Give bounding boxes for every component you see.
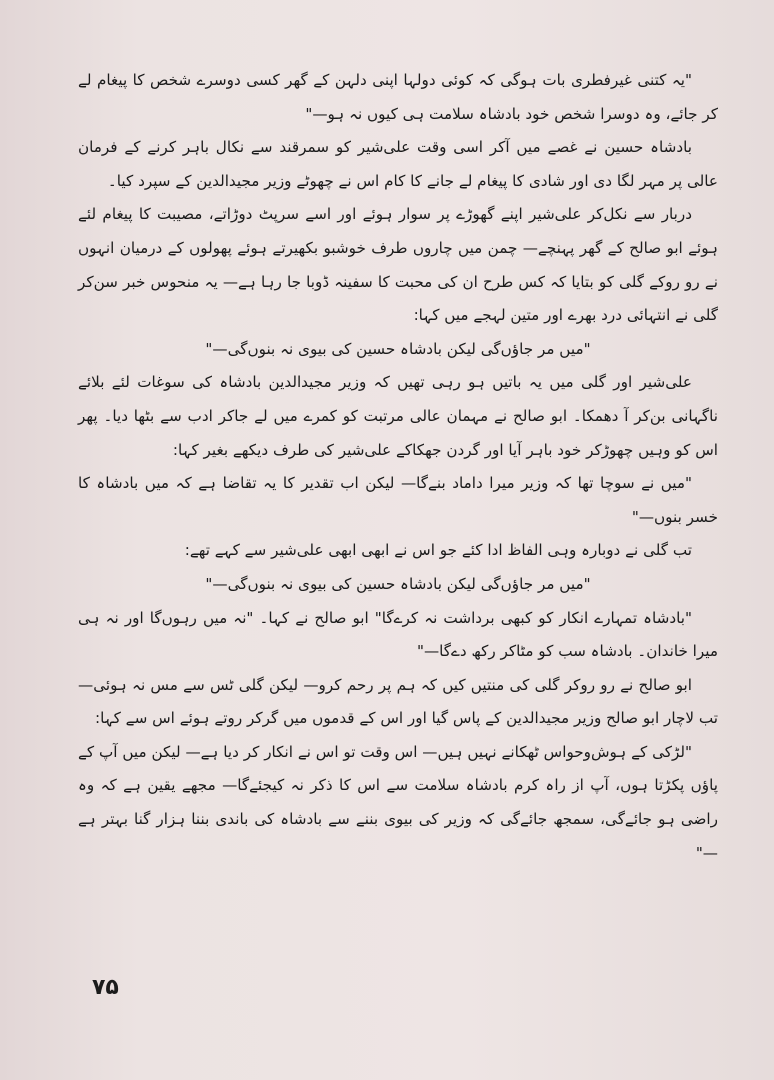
quote-2: "میں نے سوچا تھا کہ وزیر میرا داماد بنےگا— لیکن اب تقدیر کا یہ تقاضا ہے کہ میں بادشاہ کا خسر بنوں—" (78, 474, 718, 526)
paragraph-5: تب گلی نے دوبارہ وہی الفاظ ادا کئے جو اس نے ابھی ابھی علی‌شیر سے کہے تھے: (184, 541, 692, 560)
quote-4: "لڑکی کے ہوش‌وحواس ٹھکانے نہیں ہیں— اس وقت تو اس نے انکار کر دیا ہے— لیکن میں آپ کے پاؤں پکڑتا ہوں، آپ از راہ کرم بادشاہ سلامت سے اس کا ذکر نہ کیجئےگا— مجھے یقین ہے کہ وہ راضی ہو جائےگی، سمجھ جائےگی کہ وزیر کی بیوی بننے سے بادشاہ کی باندی بننا ہزار گنا بہتر ہے—" (78, 742, 718, 862)
paragraph-3: دربار سے نکل‌کر علی‌شیر اپنے گھوڑے پر سوار ہوئے اور اسے سرپٹ دوڑاتے، مصیبت کا پیغام لئے ہوئے ابو صالح کے گھر پہنچے— چمن میں چاروں طرف خوشبو بکھیرتے ہوئے پھولوں کے درمیان انہوں نے رو روکے گلی کو بتایا کہ کس طرح ان کی محبت کا سفینہ ڈوبا جا رہا ہے— یہ منحوس خبر سن‌کر گلی نے انتہائی درد بھرے اور متین لہجے میں کہا: (78, 205, 718, 325)
quote-3: "میں مر جاؤں‌گی لیکن بادشاہ حسین کی بیوی نہ بنوں‌گی—" (205, 574, 591, 593)
page-number: ۷۵ (92, 975, 119, 1000)
paragraph-1: "یہ کتنی غیرفطری بات ہوگی کہ کوئی دولہا اپنی دلہن کے گھر کسی دوسرے شخص کا پیغام لے کر جائے، وہ دوسرا شخص خود بادشاہ سلامت ہی کیوں نہ ہو—" (78, 71, 718, 123)
paragraph-4: علی‌شیر اور گلی میں یہ باتیں ہو رہی تھیں کہ وزیر مجیدالدین بادشاہ کی سوغات لئے بلائے ناگہانی بن‌کر آ دھمکا۔ ابو صالح نے مہمان عالی مرتبت کو کمرے میں لے جاکر ادب سے بٹھا دیا۔ پھر اس کو وہیں چھوڑکر خود باہر آیا اور گردن جھکاکے علی‌شیر کی طرف دیکھے بغیر کہا: (78, 373, 718, 459)
paragraph-7: ابو صالح نے رو روکر گلی کی منتیں کیں کہ ہم پر رحم کرو— لیکن گلی ٹس سے مس نہ ہوئی— تب لاچار ابو صالح وزیر مجیدالدین کے پاس گیا اور اس کے قدموں میں گرکر روتے ہوئے اس سے کہا: (78, 675, 718, 728)
paragraph-2: بادشاہ حسین نے غصے میں آکر اسی وقت علی‌شیر کو سمرقند سے نکال باہر کرنے کے فرمان عالی پر مہر لگا دی اور شادی کا پیغام لے جانے کا کام اس نے چھوٹے وزیر مجیدالدین کے سپرد کیا۔ (78, 138, 718, 190)
body-text (78, 64, 718, 870)
paragraph-6: "بادشاہ تمہارے انکار کو کبھی برداشت نہ کرےگا" ابو صالح نے کہا۔ "نہ میں رہوں‌گا اور نہ ہی میرا خاندان۔ بادشاہ سب کو مٹاکر رکھ دےگا—" (78, 608, 718, 661)
quote-1: "میں مر جاؤں‌گی لیکن بادشاہ حسین کی بیوی نہ بنوں‌گی—" (205, 339, 591, 358)
